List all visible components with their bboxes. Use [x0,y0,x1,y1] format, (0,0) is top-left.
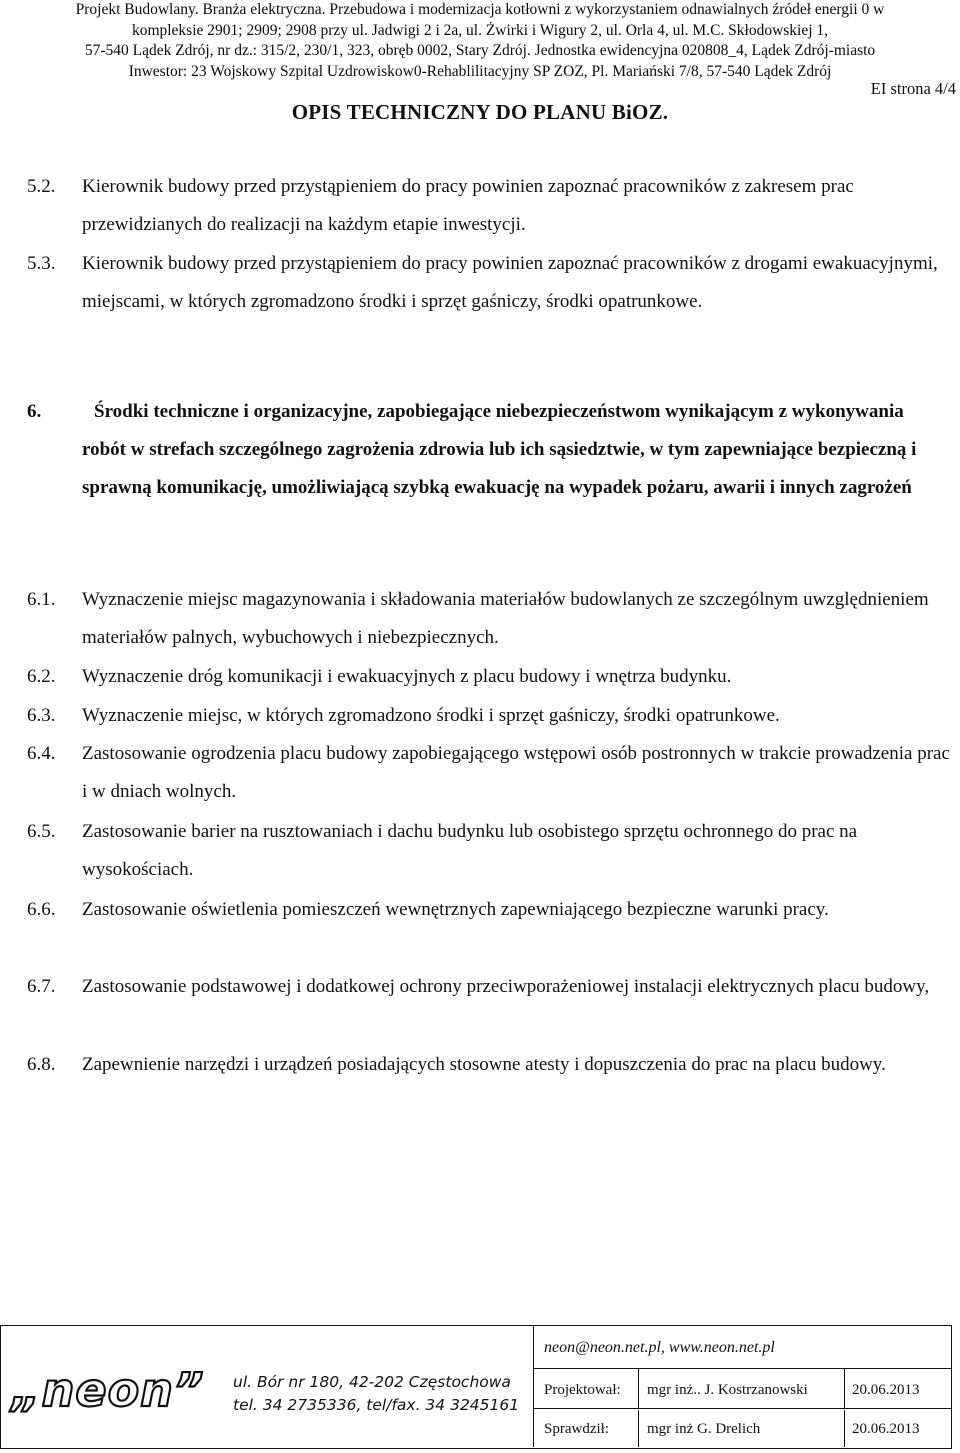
divider [638,1368,639,1408]
section-text: Kierownik budowy przed przystąpieniem do pracy powinien zapoznać pracowników z drogami ewakuacyjnymi, miejscami, w których zgromadzono środki i sprzęt gaśniczy, środki opatrunkowe. [82,253,938,312]
header-line-4: Inwestor: 23 Wojskowy Szpital Uzdrowiskow0-Rehablilitacyjny SP ZOZ, Pl. Mariański 7/8, 57-540 Lądek Zdrój [128,62,832,80]
document-title: OPIS TECHNICZNY DO PLANU BiOZ. [291,100,669,124]
section-6-5 [27,813,952,889]
section-6-3 [27,697,952,735]
header-line-2: kompleksie 2901; 2909; 2908 przy ul. Jadwigi 2 i 2a, ul. Żwirki i Wigury 2, ul. Orla 4, ul. M.C. Skłodowskiej 1, [131,21,829,39]
logo-text: „neon” [11,1363,205,1417]
section-6-4 [27,735,952,811]
section-6-6 [27,891,952,929]
address-line-1: ul. Bór nr 180, 42-202 Częstochowa [233,1373,511,1391]
section-text: Wyznaczenie miejsc magazynowania i składowania materiałów budowlanych ze szczególnym uwzględnieniem materiałów palnych, wybuchowych i niebezpiecznych. [82,589,929,648]
header-line-3: 57-540 Lądek Zdrój, nr dz.: 315/2, 230/1, 323, obręb 0002, Stary Zdrój. Jednostka ewidencyjna 020808_4, Lądek Zdrój-miasto [84,42,876,59]
section-heading-text: Środki techniczne i organizacyjne, zapobiegające niebezpieczeństwom wynikającym z wykonywania robót w strefach szczególnego zagrożenia zdrowia lub ich sąsiedztwie, w tym zapewniające bezpieczną i sprawną komunikację, umożliwiającą szybką ewakuację na wypadek pożaru, awarii i innych zagrożeń [82,401,917,498]
approval-grid [533,1326,952,1447]
section-number: 5.3. [27,253,56,274]
section-6-7 [27,968,952,1006]
divider [844,1410,845,1447]
section-number: 6.4. [27,743,56,764]
divider [638,1410,639,1447]
section-number: 6.5. [27,821,56,842]
section-6-1 [27,581,952,657]
section-text: Wyznaczenie dróg komunikacji i ewakuacyjnych z placu budowy i wnętrza budynku. [82,666,732,687]
section-number: 6.8. [27,1054,56,1075]
page-number: EI strona 4/4 [870,79,956,98]
section-number: 6. [27,401,42,422]
address-line-2: tel. 34 2735336, tel/fax. 34 3245161 [233,1396,520,1414]
company-address [233,1371,519,1417]
section-number: 6.7. [27,976,56,997]
section-text: Wyznaczenie miejsc, w których zgromadzono środki i sprzęt gaśniczy, środki opatrunkowe. [82,705,780,726]
designed-row [534,1368,952,1409]
checked-by: mgr inż G. Drelich [647,1421,761,1437]
page-header [0,0,960,82]
section-number: 6.3. [27,705,56,726]
section-text: Zastosowanie ogrodzenia placu budowy zapobiegającego wstępowi osób postronnych w trakcie prowadzenia prac i w dniach wolnych. [82,743,950,802]
designed-by: mgr inż.. J. Kostrzanowski [647,1382,808,1398]
checked-label: Sprawdził: [544,1421,609,1437]
section-5-3 [27,245,952,321]
section-number: 6.6. [27,899,56,920]
designed-date: 20.06.2013 [852,1382,920,1398]
section-text: Zapewnienie narzędzi i urządzeń posiadających stosowne atesty i dopuszczenia do prac na placu budowy. [82,1054,886,1075]
designed-label: Projektował: [544,1382,621,1398]
section-6-8 [27,1046,952,1084]
section-number: 6.1. [27,589,56,610]
section-6-heading [27,393,952,507]
section-number: 6.2. [27,666,56,687]
section-text: Kierownik budowy przed przystąpieniem do pracy powinien zapoznać pracowników z zakresem prac przewidzianych do realizacji na każdym etapie inwestycji. [82,176,854,235]
contact-info: neon@neon.net.pl, www.neon.net.pl [544,1339,775,1356]
section-6-2 [27,658,952,696]
contact-row [534,1326,952,1369]
header-line-1: Projekt Budowlany. Branża elektryczna. Przebudowa i modernizacja kotłowni z wykorzystaniem odnawialnych źródeł energii 0 w [75,1,885,18]
checked-row [534,1410,952,1447]
section-text: Zastosowanie barier na rusztowaniach i dachu budynku lub osobistego sprzętu ochronnego do prac na wysokościach. [82,821,858,880]
divider [844,1368,845,1408]
checked-date: 20.06.2013 [852,1421,920,1437]
neon-logo [7,1360,217,1420]
section-text: Zastosowanie oświetlenia pomieszczeń wewnętrznych zapewniającego bezpieczne warunki pracy. [82,899,829,920]
section-text: Zastosowanie podstawowej i dodatkowej ochrony przeciwporażeniowej instalacji elektrycznych placu budowy, [82,976,930,997]
title-block [0,1325,952,1449]
section-5-2 [27,168,952,244]
section-number: 5.2. [27,176,56,197]
